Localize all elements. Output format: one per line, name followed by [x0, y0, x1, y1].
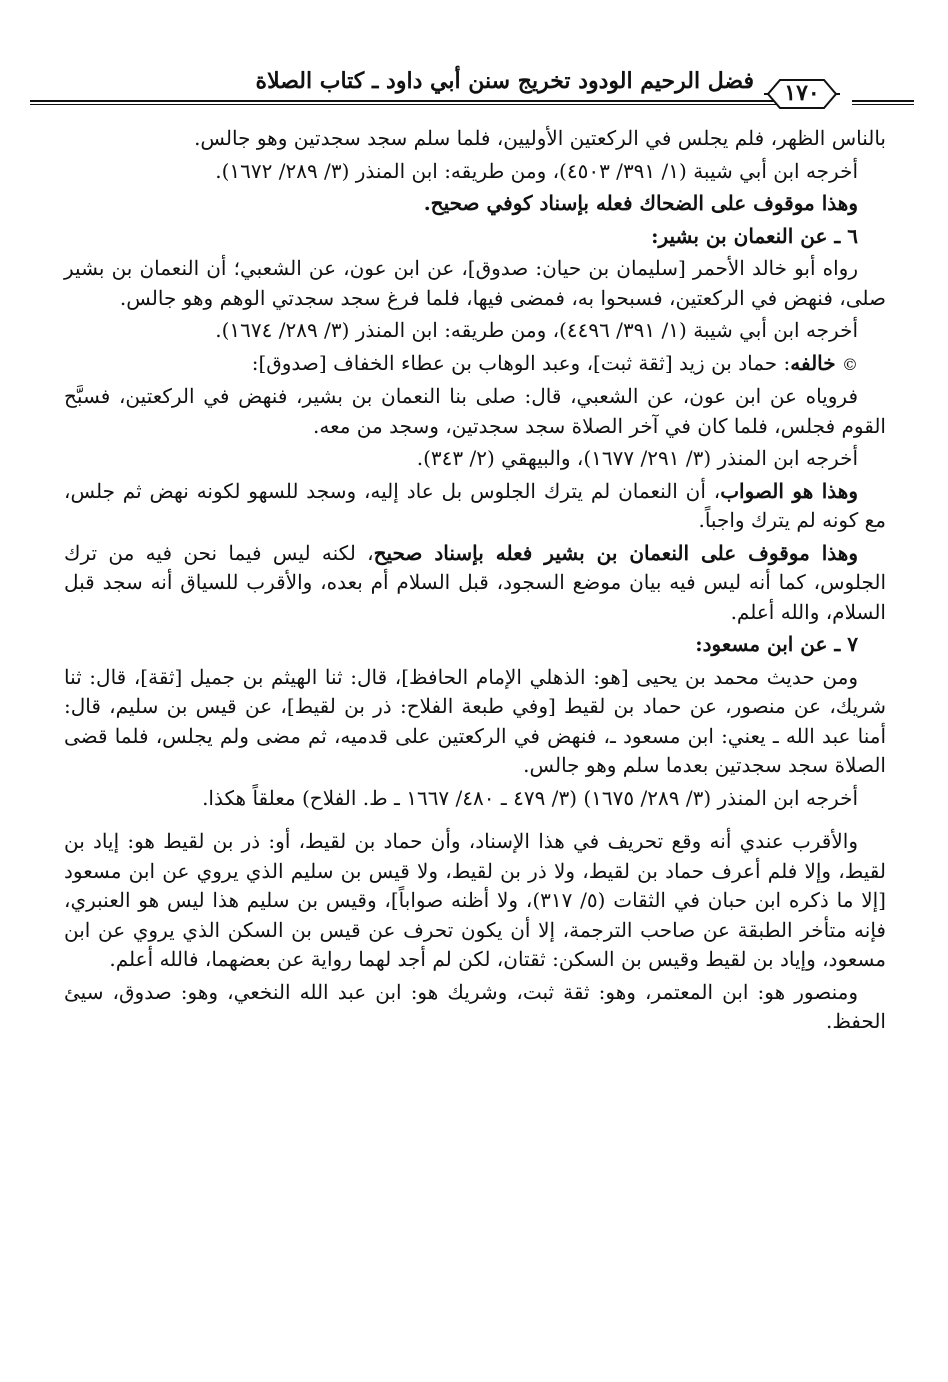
paragraph-9: [64, 477, 886, 536]
paragraph-10: [64, 539, 886, 628]
arrow-mark-icon: ©: [842, 354, 858, 374]
paragraph-12: أخرجه ابن المنذر (٣/ ٢٨٩/ ١٦٧٥) (٣/ ٤٧٩ ـ ٤٨٠/ ١٦٦٧ ـ ط. الفلاح) معلقاً هكذا.: [202, 785, 858, 810]
paragraph-2: أخرجه ابن أبي شيبة (١/ ٣٩١/ ٤٥٠٣)، ومن طريقه: ابن المنذر (٣/ ٢٨٩/ ١٦٧٢).: [215, 158, 858, 183]
paragraph-10-rest: ، لكنه ليس فيما نحن فيه من ترك الجلوس، كما أنه ليس فيه بيان موضع السجود، قبل السلام أم بعده، والأقرب للسياق أنه سجد قبل السلام، والله أعلم.: [64, 540, 886, 624]
paragraph-10-lead: وهذا موقوف على النعمان بن بشير فعله بإسناد صحيح: [373, 540, 858, 565]
header-rule-right: [852, 100, 914, 105]
page-number-frame: [764, 74, 840, 114]
header-rule-left: [30, 100, 799, 105]
paragraph-4: رواه أبو خالد الأحمر [سليمان بن حيان: صدوق]، عن ابن عون، عن الشعبي؛ أن النعمان بن بشير صلى، فنهض في الركعتين، فسبحوا به، فمضى فيها، فلما فرغ سجد سجدتي الوهم وهو جالس.: [64, 256, 886, 310]
paragraph-7: فروياه عن ابن عون، عن الشعبي، قال: صلى بنا النعمان بن بشير، فنهض في الركعتين، فسبَّح القوم فجلس، فلما كان في آخر الصلاة سجد سجدتين، وسجد من معه.: [64, 384, 886, 438]
paragraph-9-rest: ، أن النعمان لم يترك الجلوس بل عاد إليه، وسجد للسهو لكونه نهض ثم جلس، مع كونه لم يترك واجباً.: [64, 478, 886, 532]
paragraph-6-lead: خالفه: [790, 350, 836, 375]
section-heading-6: ٦ ـ عن النعمان بن بشير:: [651, 223, 858, 248]
paragraph-1: بالناس الظهر، فلم يجلس في الركعتين الأوليين، فلما سلم سجد سجدتين وهو جالس.: [194, 126, 886, 150]
paragraph-6-rest: : حماد بن زيد [ثقة ثبت]، وعبد الوهاب بن عطاء الخفاف [صدوق]:: [251, 350, 791, 375]
paragraph-11: ومن حديث محمد بن يحيى [هو: الذهلي الإمام الحافظ]، قال: ثنا الهيثم بن جميل [ثقة]، قال: ثنا شريك، عن منصور، عن حماد بن لقيط [وفي طبعة الفلاح: ذر بن لقيط]، عن قيس بن سليم، قال: أمنا عبد الله ـ يعني: ابن مسعود ـ، فنهض في الركعتين على قدميه، ثم مضى ولم يجلس، فلما قضى الصلاة سجد سجدتين بعدما سلم وهو جالس.: [64, 664, 886, 777]
paragraph-13: والأقرب عندي أنه وقع تحريف في هذا الإسناد، وأن حماد بن لقيط، أو: ذر بن لقيط هو: إياد بن لقيط، وإلا فلم أعرف حماد بن لقيط، ولا ذر بن لقيط، ولا قيس بن سليم الذي يروي عن ابن مسعود [إلا ما ذكره ابن حبان في الثقات (٥/ ٣١٧)، ولا أظنه صواباً]، وقيس بن سليم هذا ليس هو العنبري، فإنه متأخر الطبقة عن صاحب الترجمة، إلا أن يكون تحرف عن قيس بن السكن الذي يروي عن ابن مسعود، وإياد بن لقيط وقيس بن السكن: ثقتان، لكن لم أجد لهما رواية عن بعضهما، فالله أعلم.: [64, 829, 886, 971]
running-header: [30, 60, 914, 112]
paragraph-5: أخرجه ابن أبي شيبة (١/ ٣٩١/ ٤٤٩٦)، ومن طريقه: ابن المنذر (٣/ ٢٨٩/ ١٦٧٤).: [215, 318, 858, 342]
section-heading-7: ٧ ـ عن ابن مسعود:: [695, 632, 858, 656]
page-body: [64, 124, 886, 1037]
paragraph-6: [64, 349, 886, 380]
paragraph-9-lead: وهذا هو الصواب: [720, 478, 859, 503]
paragraph-8: أخرجه ابن المنذر (٣/ ٢٩١/ ١٦٧٧)، والبيهقي (٢/ ٣٤٣).: [416, 446, 858, 470]
paragraph-14: ومنصور هو: ابن المعتمر، وهو: ثقة ثبت، وشريك هو: ابن عبد الله النخعي، وهو: صدوق، سيئ الحفظ.: [64, 979, 886, 1033]
header-title: فضل الرحيم الودود تخريج سنن أبي داود ـ كتاب الصلاة: [255, 68, 754, 94]
page-number: ١٧٠: [784, 80, 820, 106]
paragraph-3: وهذا موقوف على الضحاك فعله بإسناد كوفي صحيح.: [423, 191, 858, 215]
